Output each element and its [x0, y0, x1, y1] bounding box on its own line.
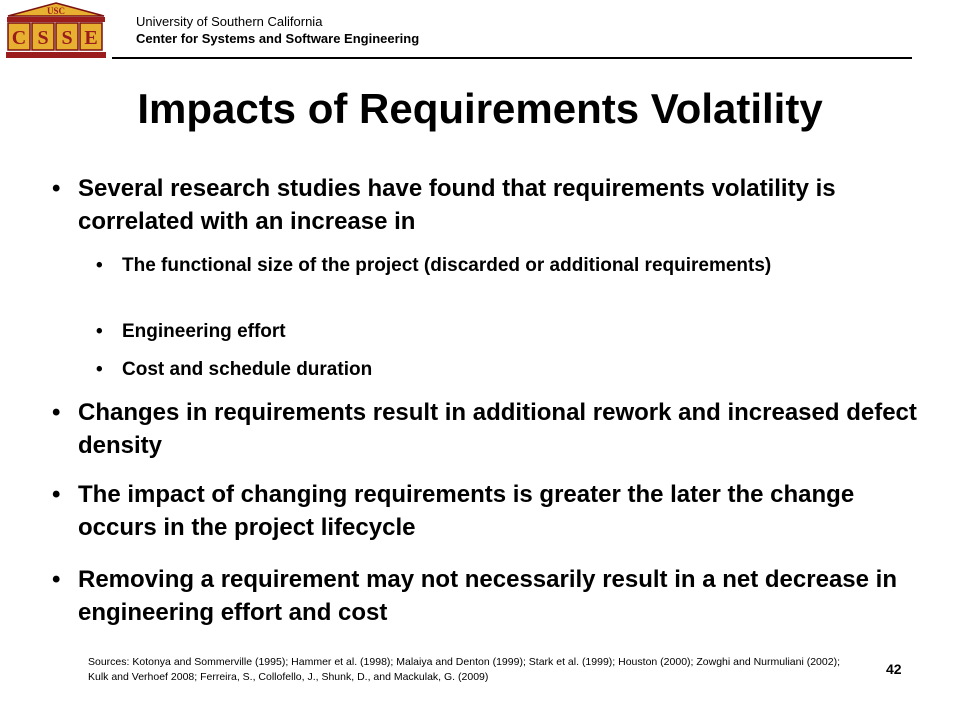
slide-title: Impacts of Requirements Volatility	[137, 85, 823, 132]
bullet-text: Several research studies have found that requirements volatility is correlated with an increase in	[78, 175, 836, 235]
bullet-icon: •	[52, 175, 61, 202]
logo-letter: C	[11, 27, 27, 49]
logo-letter: E	[84, 27, 98, 49]
header-text	[136, 13, 419, 47]
logo-letter: S	[37, 27, 49, 49]
bullet-icon: •	[96, 255, 103, 276]
bullet-text: Changes in requirements result in additional rework and increased defect density	[78, 399, 917, 459]
logo-letter: S	[61, 27, 73, 49]
bullet-item	[52, 563, 923, 629]
sub-bullet-item	[96, 318, 882, 345]
bullet-icon: •	[52, 481, 61, 508]
sources-note: Sources: Kotonya and Sommerville (1995); Hammer et al. (1998); Malaiya and Denton (1999); Stark et al. (1999); Houston (2000); Zowghi and Nurmuliani (2002); Kulk and Verhoef 2008; Ferreira, S., Collofello, J., Shunk, D., and Mackulak, G. (2009)	[88, 656, 840, 683]
sub-bullet-text: Engineering effort	[122, 321, 286, 342]
logo-banner-text: USC	[46, 6, 66, 16]
csse-logo	[4, 2, 108, 62]
sub-bullet-text: The functional size of the project (discarded or additional requirements)	[122, 255, 772, 276]
university-name: University of Southern California	[136, 14, 323, 29]
sub-bullet-item	[96, 252, 882, 279]
header-divider	[112, 57, 912, 59]
center-name: Center for Systems and Software Engineering	[136, 31, 420, 46]
bullet-icon: •	[52, 566, 61, 593]
page-number: 42	[886, 661, 902, 677]
sub-bullet-text: Cost and schedule duration	[122, 359, 373, 380]
bullet-icon: •	[52, 399, 61, 426]
bullet-text: Removing a requirement may not necessarily result in a net decrease in engineering effort and cost	[78, 566, 897, 626]
bullet-item	[52, 172, 923, 238]
bullet-icon: •	[96, 359, 103, 380]
sub-bullet-item	[96, 356, 882, 383]
bullet-item	[52, 478, 923, 544]
bullet-item	[52, 396, 923, 462]
bullet-text: The impact of changing requirements is greater the later the change occurs in the project lifecycle	[78, 481, 855, 541]
bullet-icon: •	[96, 321, 103, 342]
